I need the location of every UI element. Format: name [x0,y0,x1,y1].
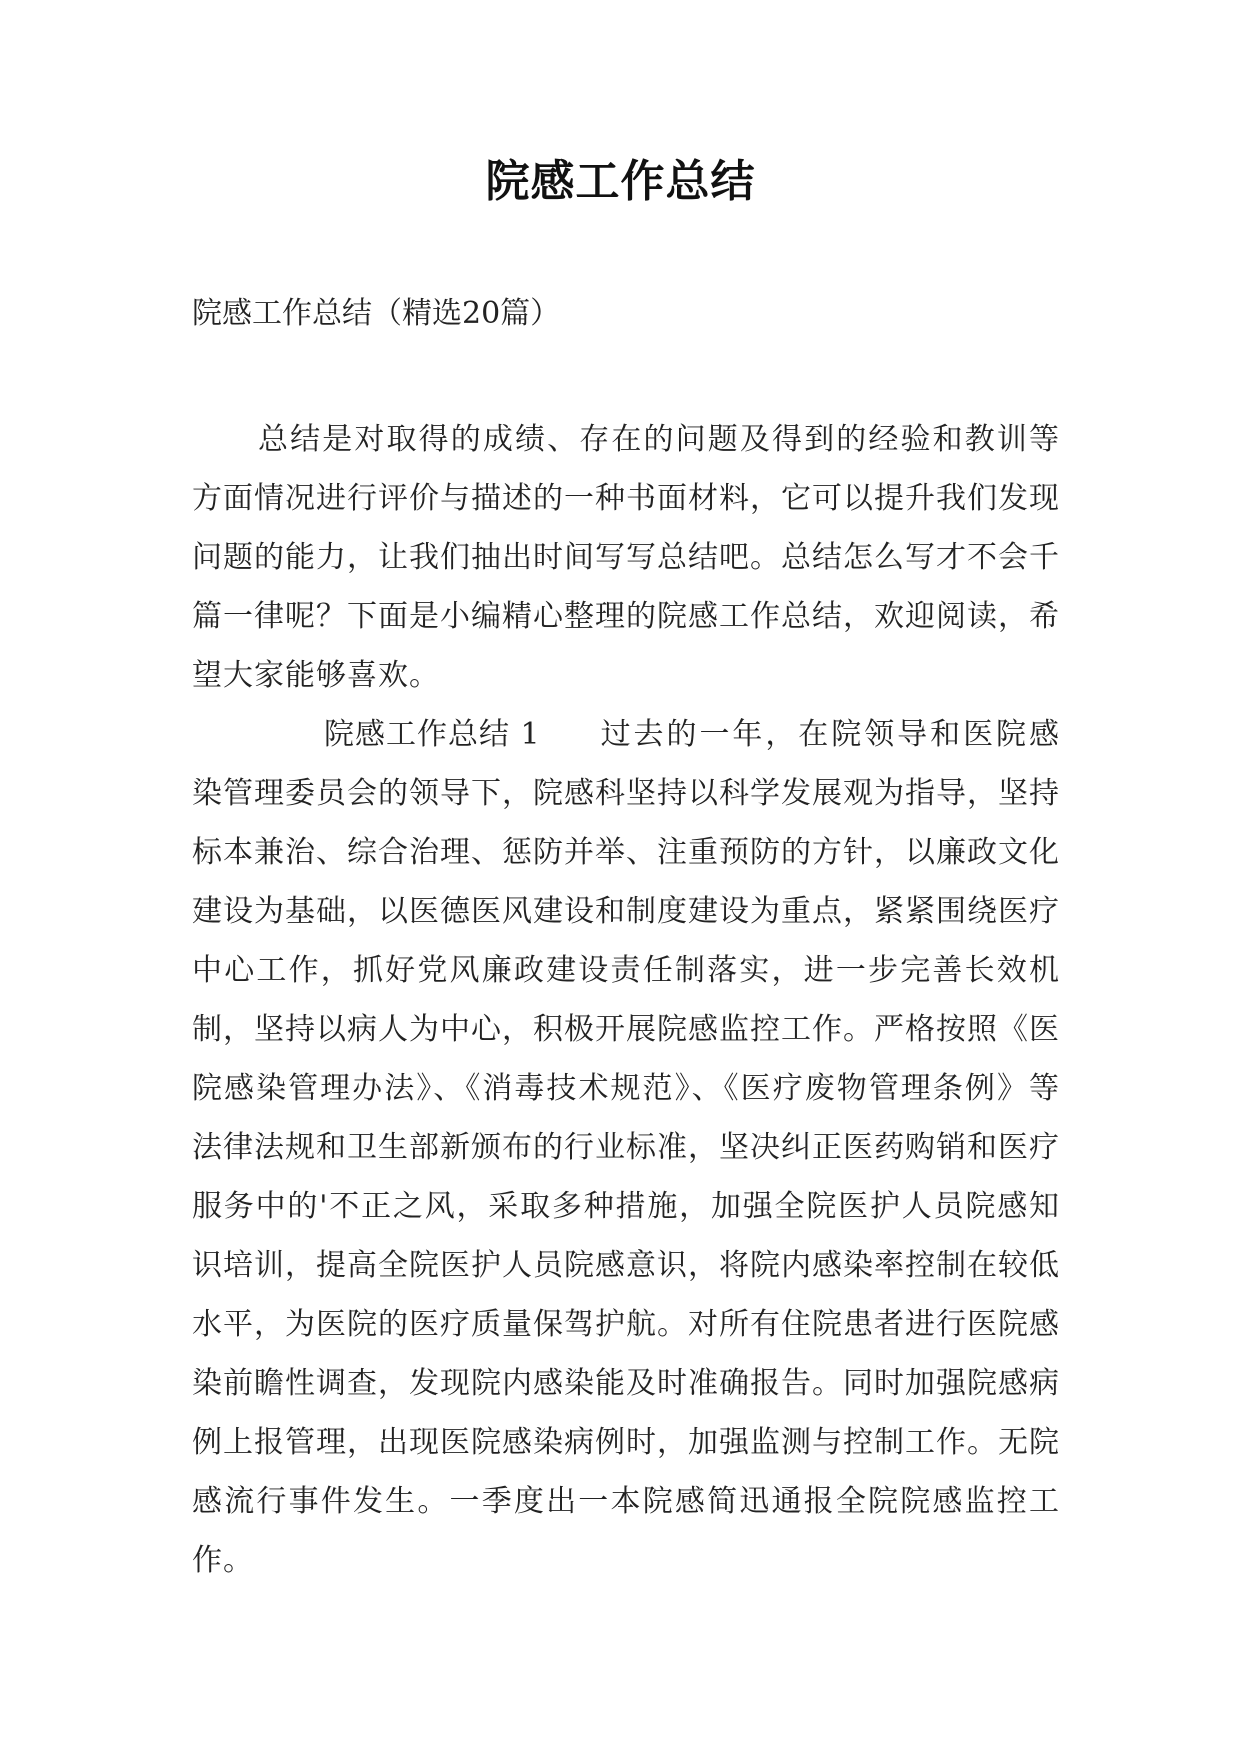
section-1-text: 过去的一年，在院领导和医院感染管理委员会的领导下，院感科坚持以科学发展观为指导，坚持标本兼治、综合治理、惩防并举、注重预防的方针，以廉政文化建设为基础，以医德医风建设和制度建设为重点，紧紧围绕医疗中心工作，抓好党风廉政建设责任制落实，进一步完善长效机制，坚持以病人为中心，积极开展院感监控工作。严格按照《医院感染管理办法》、《消毒技术规范》、《医疗废物管理条例》等法律法规和卫生部新颁布的行业标准，坚决纠正医药购销和医疗服务中的'不正之风，采取多种措施，加强全院医护人员院感知识培训，提高全院医护人员院感意识，将院内感染率控制在较低水平，为医院的医疗质量保驾护航。对所有住院患者进行医院感染前瞻性调查，发现院内感染能及时准确报告。同时加强院感病例上报管理，出现医院感染病例时，加强监测与控制工作。无院感流行事件发生。一季度出一本院感简迅通报全院院感监控工作。 [192,717,1060,1578]
section-1-paragraph [192,705,1060,1590]
document-subtitle: 院感工作总结（精选20篇） [192,296,561,331]
section-1-label: 院感工作总结 1 [324,717,541,752]
document-body [192,410,1060,1590]
intro-paragraph: 总结是对取得的成绩、存在的问题及得到的经验和教训等方面情况进行评价与描述的一种书面材料，它可以提升我们发现问题的能力，让我们抽出时间写写总结吧。总结怎么写才不会千篇一律呢？下面是小编精心整理的院感工作总结，欢迎阅读，希望大家能够喜欢。 [192,422,1060,693]
document-title: 院感工作总结 [485,156,756,207]
